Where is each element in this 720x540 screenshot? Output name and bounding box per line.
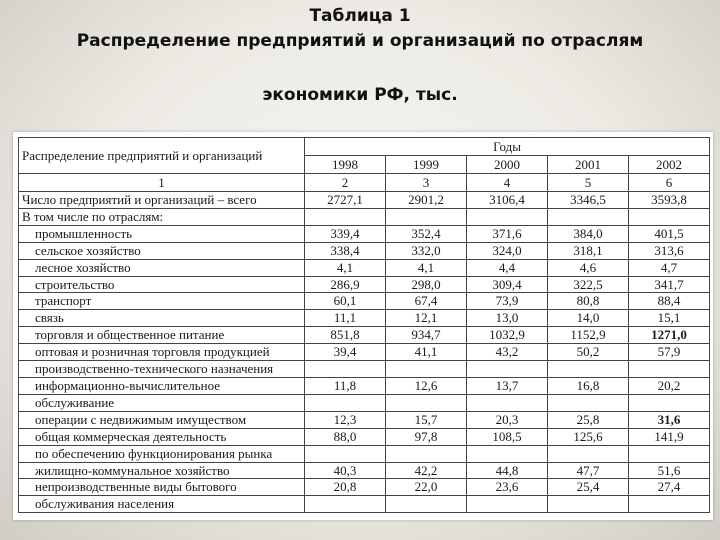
value-cell	[386, 361, 467, 378]
value-cell: 60,1	[305, 293, 386, 310]
value-cell: 4,4	[467, 259, 548, 276]
table-body	[19, 192, 710, 513]
table-row	[19, 445, 710, 462]
value-cell	[629, 208, 710, 225]
value-cell: 371,6	[467, 225, 548, 242]
value-cell	[548, 361, 629, 378]
row-label: В том числе по отраслям:	[19, 208, 305, 225]
row-label-header: Распределение предприятий и организаций	[19, 138, 305, 174]
value-cell	[305, 361, 386, 378]
value-cell	[467, 361, 548, 378]
value-cell: 97,8	[386, 428, 467, 445]
year-header: 1998	[305, 156, 386, 174]
scanned-table-image	[13, 132, 713, 520]
value-cell	[305, 208, 386, 225]
row-label: лесное хозяйство	[19, 259, 305, 276]
value-cell: 39,4	[305, 344, 386, 361]
value-cell	[305, 445, 386, 462]
row-label: обслуживание	[19, 394, 305, 411]
value-cell: 4,1	[305, 259, 386, 276]
value-cell: 141,9	[629, 428, 710, 445]
value-cell: 2901,2	[386, 192, 467, 209]
value-cell: 80,8	[548, 293, 629, 310]
value-cell: 20,2	[629, 377, 710, 394]
value-cell: 20,3	[467, 411, 548, 428]
value-cell: 88,4	[629, 293, 710, 310]
row-label: информационно-вычислительное	[19, 377, 305, 394]
slide-title: Распределение предприятий и организаций по отраслям	[76, 31, 644, 51]
value-cell: 352,4	[386, 225, 467, 242]
table-row	[19, 361, 710, 378]
row-label: сельское хозяйство	[19, 242, 305, 259]
value-cell: 11,1	[305, 310, 386, 327]
value-cell: 384,0	[548, 225, 629, 242]
value-cell: 338,4	[305, 242, 386, 259]
value-cell: 286,9	[305, 276, 386, 293]
row-label: связь	[19, 310, 305, 327]
row-label: оптовая и розничная торговля продукцией	[19, 344, 305, 361]
value-cell	[386, 445, 467, 462]
table-row	[19, 428, 710, 445]
value-cell: 25,8	[548, 411, 629, 428]
value-cell	[467, 496, 548, 513]
value-cell	[467, 445, 548, 462]
value-cell	[386, 208, 467, 225]
years-header: Годы	[305, 138, 710, 156]
row-label: торговля и общественное питание	[19, 327, 305, 344]
value-cell: 22,0	[386, 479, 467, 496]
table-row	[19, 344, 710, 361]
table-number: Таблица 1	[309, 6, 411, 26]
value-cell: 13,0	[467, 310, 548, 327]
year-header: 2000	[467, 156, 548, 174]
value-cell	[629, 361, 710, 378]
table-row	[19, 293, 710, 310]
value-cell: 934,7	[386, 327, 467, 344]
value-cell: 25,4	[548, 479, 629, 496]
year-header: 2001	[548, 156, 629, 174]
table-row	[19, 242, 710, 259]
value-cell: 20,8	[305, 479, 386, 496]
value-cell: 88,0	[305, 428, 386, 445]
value-cell: 44,8	[467, 462, 548, 479]
value-cell: 851,8	[305, 327, 386, 344]
table-row	[19, 192, 710, 209]
value-cell: 13,7	[467, 377, 548, 394]
value-cell: 341,7	[629, 276, 710, 293]
value-cell: 108,5	[467, 428, 548, 445]
table-row	[19, 411, 710, 428]
value-cell	[386, 394, 467, 411]
column-number: 2	[305, 174, 386, 192]
value-cell: 339,4	[305, 225, 386, 242]
value-cell: 1152,9	[548, 327, 629, 344]
value-cell: 12,1	[386, 310, 467, 327]
value-cell: 3346,5	[548, 192, 629, 209]
year-header: 1999	[386, 156, 467, 174]
table-row	[19, 208, 710, 225]
value-cell: 401,5	[629, 225, 710, 242]
value-cell	[305, 496, 386, 513]
value-cell: 332,0	[386, 242, 467, 259]
column-number: 6	[629, 174, 710, 192]
value-cell: 298,0	[386, 276, 467, 293]
value-cell: 1271,0	[629, 327, 710, 344]
column-number: 4	[467, 174, 548, 192]
value-cell: 15,7	[386, 411, 467, 428]
value-cell: 73,9	[467, 293, 548, 310]
table-row	[19, 462, 710, 479]
row-label: общая коммерческая деятельность	[19, 428, 305, 445]
table-row	[19, 310, 710, 327]
value-cell	[305, 394, 386, 411]
value-cell: 41,1	[386, 344, 467, 361]
value-cell: 16,8	[548, 377, 629, 394]
table-row	[19, 479, 710, 496]
value-cell: 3593,8	[629, 192, 710, 209]
value-cell: 15,1	[629, 310, 710, 327]
value-cell	[386, 496, 467, 513]
value-cell	[629, 445, 710, 462]
value-cell: 125,6	[548, 428, 629, 445]
row-label: промышленность	[19, 225, 305, 242]
table-row	[19, 377, 710, 394]
value-cell: 309,4	[467, 276, 548, 293]
row-label: обслуживания населения	[19, 496, 305, 513]
value-cell: 324,0	[467, 242, 548, 259]
statistics-table	[18, 137, 710, 513]
value-cell: 43,2	[467, 344, 548, 361]
table-row	[19, 327, 710, 344]
value-cell: 2727,1	[305, 192, 386, 209]
value-cell: 4,6	[548, 259, 629, 276]
value-cell: 51,6	[629, 462, 710, 479]
column-number: 1	[19, 174, 305, 192]
slide-title-block	[0, 4, 720, 108]
table-row	[19, 276, 710, 293]
value-cell: 318,1	[548, 242, 629, 259]
value-cell	[629, 496, 710, 513]
slide-subtitle: экономики РФ, тыс.	[262, 85, 458, 105]
value-cell: 50,2	[548, 344, 629, 361]
value-cell	[548, 208, 629, 225]
value-cell: 313,6	[629, 242, 710, 259]
table-row	[19, 394, 710, 411]
row-label: производственно-технического назначения	[19, 361, 305, 378]
value-cell	[467, 208, 548, 225]
value-cell: 12,6	[386, 377, 467, 394]
row-label: по обеспечению функционирования рынка	[19, 445, 305, 462]
value-cell: 14,0	[548, 310, 629, 327]
value-cell: 23,6	[467, 479, 548, 496]
row-label: жилищно-коммунальное хозяйство	[19, 462, 305, 479]
value-cell: 1032,9	[467, 327, 548, 344]
value-cell: 27,4	[629, 479, 710, 496]
row-label: строительство	[19, 276, 305, 293]
value-cell: 12,3	[305, 411, 386, 428]
table-row	[19, 225, 710, 242]
table-row	[19, 259, 710, 276]
value-cell	[548, 394, 629, 411]
row-label: операции с недвижимым имуществом	[19, 411, 305, 428]
value-cell: 57,9	[629, 344, 710, 361]
value-cell: 42,2	[386, 462, 467, 479]
value-cell: 40,3	[305, 462, 386, 479]
row-label: Число предприятий и организаций – всего	[19, 192, 305, 209]
row-label: транспорт	[19, 293, 305, 310]
value-cell	[629, 394, 710, 411]
value-cell	[548, 445, 629, 462]
column-number: 3	[386, 174, 467, 192]
value-cell: 3106,4	[467, 192, 548, 209]
row-label: непроизводственные виды бытового	[19, 479, 305, 496]
table-row	[19, 496, 710, 513]
value-cell: 4,1	[386, 259, 467, 276]
value-cell: 67,4	[386, 293, 467, 310]
value-cell	[548, 496, 629, 513]
column-number: 5	[548, 174, 629, 192]
value-cell: 11,8	[305, 377, 386, 394]
value-cell	[467, 394, 548, 411]
value-cell: 47,7	[548, 462, 629, 479]
value-cell: 31,6	[629, 411, 710, 428]
year-header: 2002	[629, 156, 710, 174]
value-cell: 4,7	[629, 259, 710, 276]
value-cell: 322,5	[548, 276, 629, 293]
